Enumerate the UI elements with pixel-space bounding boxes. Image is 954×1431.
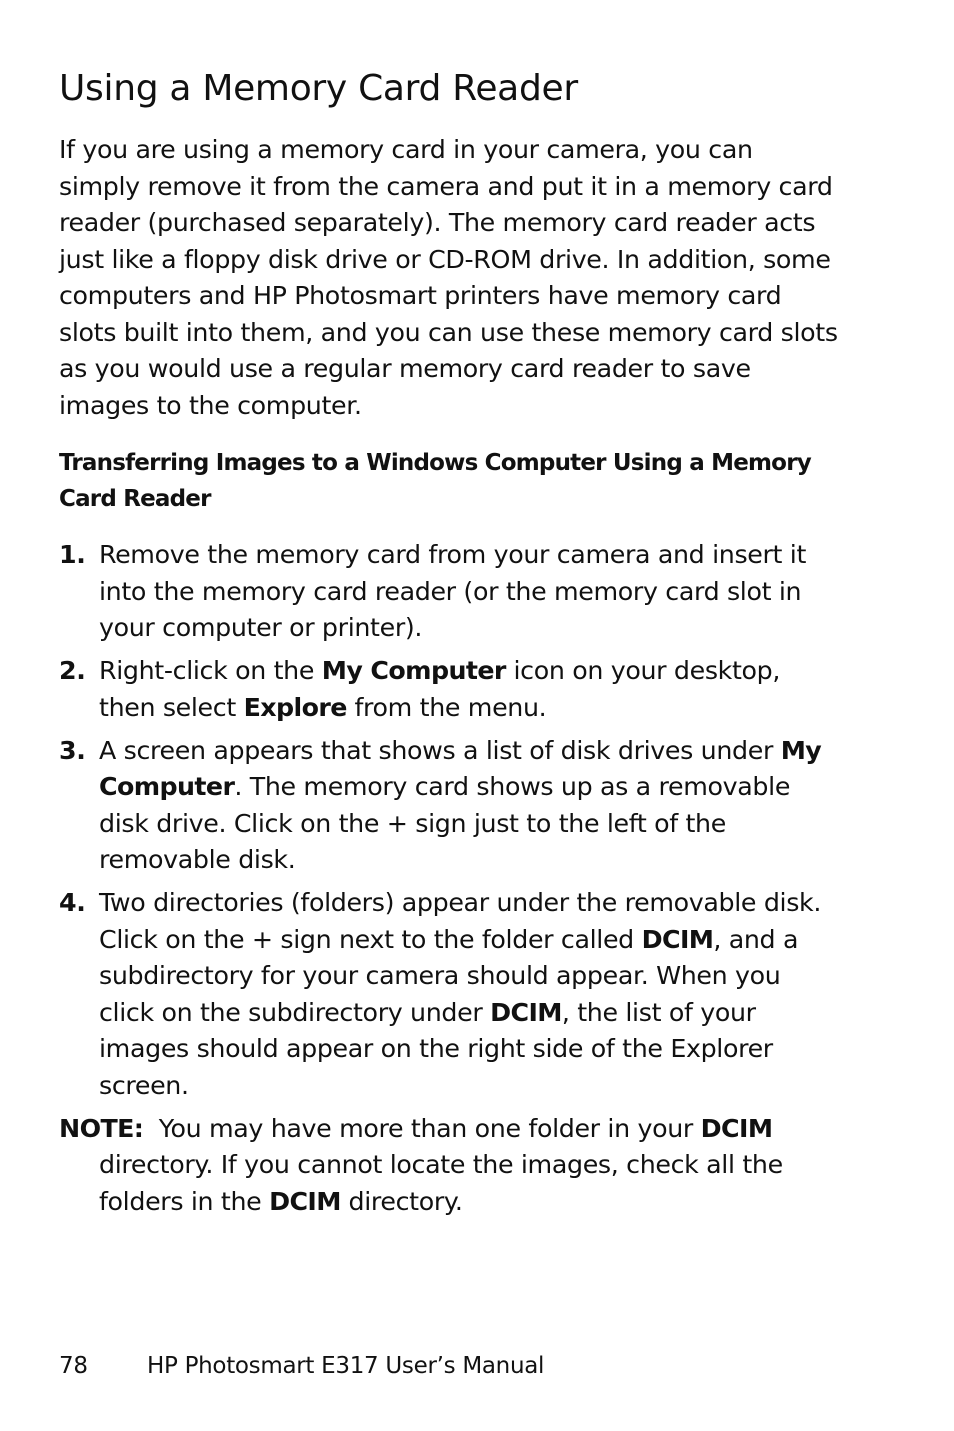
step-1 [59,537,839,647]
step-number: 2. [59,656,86,685]
page-content [59,66,839,1220]
step-text: , and a subdirectory for your camera should appear. When you click on the subdirectory under [99,924,799,1027]
note-text: directory. [340,1186,463,1216]
bold-term: DCIM [269,1186,341,1216]
step-text: icon on your desktop, then select [99,656,781,722]
section-heading: Transferring Images to a Windows Computer Using a Memory Card Reader [59,450,811,512]
note-text: You may have more than one folder in your [143,1113,701,1143]
bold-term: DCIM [490,997,562,1027]
step-number: 1. [59,540,86,569]
bold-term: Explore [243,692,347,722]
step-4 [59,885,839,1104]
step-number: 3. [59,735,86,765]
step-text: Right-click on the [99,656,322,685]
intro-paragraph: If you are using a memory card in your camera, you can simply remove it from the camera and put it in a memory card reader (purchased separately). The memory card reader acts just like a floppy disk drive or CD-ROM drive. In addition, some computers and HP Photosmart printers have memory card slots built into them, and you can use these memory card slots as you would use a regular memory card reader to save images to the computer. [59,135,838,420]
step-number: 4. [59,888,86,917]
note-text: directory. If you cannot locate the images, check all the folders in the [99,1150,783,1216]
bold-term: DCIM [700,1113,773,1143]
bold-term: My Computer [99,735,822,801]
step-text: . The memory card shows up as a removable disk drive. Click on the + sign just to the left of the removable disk. [99,772,791,874]
step-text: from the menu. [346,692,547,722]
step-2 [59,653,839,726]
page-footer [59,1350,544,1382]
page-number: 78 [59,1353,88,1379]
step-text: A screen appears that shows a list of disk drives under [99,735,781,765]
steps-list [59,537,839,1104]
step-text: Remove the memory card from your camera and insert it into the memory card reader (or the memory card slot in your computer or printer). [99,540,807,642]
note-label: NOTE: [59,1113,144,1143]
bold-term: My Computer [321,656,506,685]
manual-title: HP Photosmart E317 User’s Manual [147,1353,545,1379]
note-block [59,1111,839,1221]
page-title: Using a Memory Card Reader [59,68,578,109]
step-text: Two directories (folders) appear under the removable disk. Click on the + sign next to the folder called [99,888,822,954]
step-text: , the list of your images should appear on the right side of the Explorer screen. [99,997,773,1100]
bold-term: DCIM [641,924,714,954]
step-3 [59,733,839,879]
